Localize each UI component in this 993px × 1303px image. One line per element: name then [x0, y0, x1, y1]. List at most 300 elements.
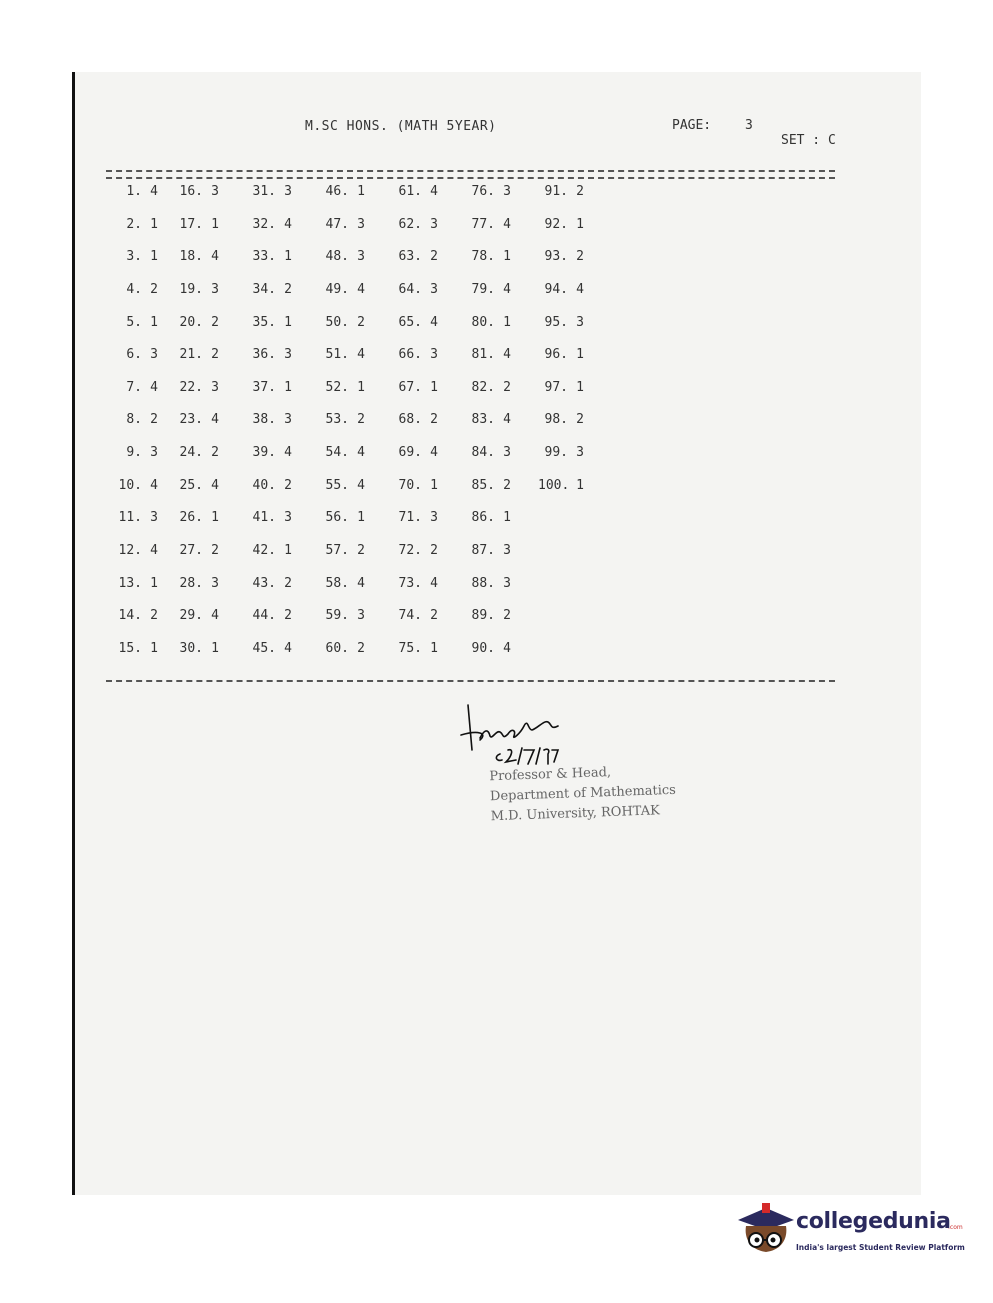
answer-cell	[538, 441, 611, 474]
answer-option: 4	[357, 445, 365, 461]
answer-option: 3	[503, 445, 511, 461]
answer-cell	[112, 637, 173, 670]
answer-option: 4	[503, 347, 511, 363]
answer-cell	[465, 213, 538, 246]
question-number: 28.	[179, 575, 203, 591]
bottom-divider	[106, 680, 835, 682]
answer-cell	[392, 506, 465, 539]
answer-cell	[465, 311, 538, 344]
answer-option: 1	[150, 314, 158, 330]
answer-cell	[538, 604, 611, 637]
answer-cell	[246, 408, 319, 441]
question-number: 90.	[471, 640, 495, 656]
answer-cell	[173, 539, 246, 572]
answer-cell	[465, 637, 538, 670]
answer-cell	[392, 539, 465, 572]
answer-cell	[246, 245, 319, 278]
exam-title: M.SC HONS. (MATH 5YEAR)	[305, 119, 497, 134]
question-number: 6.	[126, 347, 142, 363]
question-number: 16.	[179, 184, 203, 199]
answer-option: 3	[357, 249, 365, 265]
answer-cell	[392, 311, 465, 344]
set-label: SET : C	[781, 133, 836, 148]
answer-option: 1	[211, 510, 219, 526]
answer-cell	[173, 408, 246, 441]
answer-cell	[112, 245, 173, 278]
answer-option: 1	[357, 379, 365, 395]
page-number: 3	[745, 118, 753, 133]
answer-option: 4	[430, 314, 438, 330]
answer-cell	[392, 278, 465, 311]
answer-cell	[319, 245, 392, 278]
answer-cell	[246, 180, 319, 213]
answer-option: 3	[284, 347, 292, 363]
answer-option: 1	[503, 314, 511, 330]
answer-option: 3	[211, 184, 219, 199]
answer-cell	[246, 474, 319, 507]
question-number: 59.	[325, 608, 349, 624]
question-number: 77.	[471, 216, 495, 232]
answer-cell	[319, 604, 392, 637]
question-number: 43.	[252, 575, 276, 591]
answer-option: 2	[576, 184, 584, 199]
answer-option: 4	[430, 575, 438, 591]
answer-option: 2	[576, 249, 584, 265]
answer-cell	[112, 343, 173, 376]
answer-option: 3	[211, 379, 219, 395]
answer-cell	[246, 213, 319, 246]
answer-option: 4	[150, 543, 158, 559]
answer-option: 3	[503, 184, 511, 199]
answer-cell	[465, 474, 538, 507]
question-number: 74.	[398, 608, 422, 624]
answer-cell	[112, 408, 173, 441]
answer-option: 2	[284, 608, 292, 624]
answer-cell	[173, 441, 246, 474]
question-number: 94.	[544, 281, 568, 297]
answer-cell	[173, 572, 246, 605]
answer-option: 2	[357, 543, 365, 559]
answer-cell	[465, 278, 538, 311]
answer-option: 4	[576, 281, 584, 297]
answer-cell	[173, 506, 246, 539]
answer-cell	[112, 441, 173, 474]
top-divider	[106, 170, 835, 179]
answer-option: 3	[284, 184, 292, 199]
answer-option: 4	[150, 477, 158, 493]
answer-cell	[392, 376, 465, 409]
answer-cell	[319, 474, 392, 507]
answer-option: 2	[576, 412, 584, 428]
answer-option: 1	[211, 640, 219, 656]
answer-option: 3	[503, 575, 511, 591]
answer-option: 4	[150, 379, 158, 395]
answer-option: 1	[150, 575, 158, 591]
question-number: 39.	[252, 445, 276, 461]
answer-option: 3	[284, 412, 292, 428]
answer-cell	[538, 278, 611, 311]
question-number: 1.	[126, 184, 142, 199]
answer-cell	[173, 311, 246, 344]
answer-option: 4	[430, 184, 438, 199]
answer-option: 1	[576, 347, 584, 363]
answer-cell	[173, 278, 246, 311]
answer-cell	[319, 278, 392, 311]
question-number: 81.	[471, 347, 495, 363]
question-number: 72.	[398, 543, 422, 559]
question-number: 38.	[252, 412, 276, 428]
answer-cell	[173, 343, 246, 376]
question-number: 11.	[118, 510, 142, 526]
question-number: 42.	[252, 543, 276, 559]
answer-option: 1	[576, 216, 584, 232]
stamp-line-1: Professor & Head,	[489, 765, 612, 785]
answer-cell	[112, 506, 173, 539]
answer-cell	[319, 343, 392, 376]
answer-cell	[538, 245, 611, 278]
answer-cell	[392, 213, 465, 246]
answer-option: 4	[284, 640, 292, 656]
question-number: 23.	[179, 412, 203, 428]
answer-option: 1	[150, 249, 158, 265]
answer-option: 3	[357, 216, 365, 232]
question-number: 49.	[325, 281, 349, 297]
answer-cell	[112, 213, 173, 246]
answer-cell	[392, 408, 465, 441]
answer-option: 1	[211, 216, 219, 232]
answer-cell	[319, 506, 392, 539]
answer-cell	[246, 311, 319, 344]
answer-option: 3	[430, 347, 438, 363]
question-number: 41.	[252, 510, 276, 526]
question-number: 53.	[325, 412, 349, 428]
answer-option: 1	[150, 640, 158, 656]
answer-cell	[538, 539, 611, 572]
answer-cell	[173, 637, 246, 670]
question-number: 67.	[398, 379, 422, 395]
question-number: 15.	[118, 640, 142, 656]
answer-cell	[392, 245, 465, 278]
question-number: 84.	[471, 445, 495, 461]
question-number: 13.	[118, 575, 142, 591]
answer-cell	[319, 572, 392, 605]
question-number: 37.	[252, 379, 276, 395]
question-number: 95.	[544, 314, 568, 330]
question-number: 64.	[398, 281, 422, 297]
answer-cell	[246, 343, 319, 376]
answer-option: 3	[150, 510, 158, 526]
logo-suffix: .com	[948, 1224, 963, 1231]
answer-cell	[392, 637, 465, 670]
answer-cell	[173, 180, 246, 213]
question-number: 85.	[471, 477, 495, 493]
question-number: 76.	[471, 184, 495, 199]
question-number: 14.	[118, 608, 142, 624]
answer-option: 2	[284, 281, 292, 297]
question-number: 34.	[252, 281, 276, 297]
question-number: 89.	[471, 608, 495, 624]
question-number: 40.	[252, 477, 276, 493]
answer-option: 2	[503, 608, 511, 624]
answer-cell	[392, 343, 465, 376]
answer-option: 2	[150, 412, 158, 428]
question-number: 99.	[544, 445, 568, 461]
question-number: 19.	[179, 281, 203, 297]
answer-cell	[319, 311, 392, 344]
answer-cell	[173, 604, 246, 637]
question-number: 5.	[126, 314, 142, 330]
answer-option: 1	[284, 249, 292, 265]
answer-option: 2	[430, 608, 438, 624]
question-number: 57.	[325, 543, 349, 559]
answer-option: 2	[211, 347, 219, 363]
question-number: 30.	[179, 640, 203, 656]
answer-option: 3	[576, 445, 584, 461]
answer-option: 2	[284, 477, 292, 493]
question-number: 82.	[471, 379, 495, 395]
stamp-line-3: M.D. University, ROHTAK	[490, 803, 661, 825]
answer-option: 2	[357, 412, 365, 428]
answer-option: 1	[284, 314, 292, 330]
answer-option: 4	[211, 412, 219, 428]
answer-option: 1	[503, 510, 511, 526]
answer-cell	[246, 539, 319, 572]
question-number: 2.	[126, 216, 142, 232]
answer-cell	[246, 604, 319, 637]
question-number: 20.	[179, 314, 203, 330]
question-number: 27.	[179, 543, 203, 559]
question-number: 24.	[179, 445, 203, 461]
question-number: 55.	[325, 477, 349, 493]
question-number: 75.	[398, 640, 422, 656]
answer-cell	[538, 213, 611, 246]
answer-cell	[538, 343, 611, 376]
answer-key-grid	[112, 180, 622, 670]
answer-option: 4	[284, 216, 292, 232]
answer-cell	[173, 376, 246, 409]
answer-option: 3	[503, 543, 511, 559]
question-number: 32.	[252, 216, 276, 232]
answer-cell	[173, 213, 246, 246]
answer-option: 3	[430, 216, 438, 232]
answer-cell	[392, 474, 465, 507]
answer-cell	[465, 245, 538, 278]
answer-option: 4	[503, 412, 511, 428]
answer-cell	[319, 180, 392, 213]
question-number: 78.	[471, 249, 495, 265]
answer-cell	[392, 572, 465, 605]
question-number: 88.	[471, 575, 495, 591]
stamp-line-2: Department of Mathematics	[489, 782, 677, 805]
answer-cell	[246, 572, 319, 605]
question-number: 98.	[544, 412, 568, 428]
answer-cell	[392, 604, 465, 637]
question-number: 3.	[126, 249, 142, 265]
question-number: 83.	[471, 412, 495, 428]
answer-option: 4	[503, 640, 511, 656]
answer-option: 4	[430, 445, 438, 461]
answer-cell	[319, 408, 392, 441]
answer-cell	[538, 180, 611, 213]
question-number: 91.	[544, 184, 568, 199]
question-number: 100.	[538, 477, 570, 493]
question-number: 25.	[179, 477, 203, 493]
answer-option: 2	[503, 477, 511, 493]
question-number: 65.	[398, 314, 422, 330]
answer-option: 4	[211, 608, 219, 624]
answer-option: 4	[211, 249, 219, 265]
logo-wordmark: collegedunia	[796, 1209, 951, 1234]
answer-cell	[246, 506, 319, 539]
answer-option: 2	[357, 640, 365, 656]
answer-option: 2	[211, 445, 219, 461]
question-number: 58.	[325, 575, 349, 591]
question-number: 61.	[398, 184, 422, 199]
question-number: 68.	[398, 412, 422, 428]
answer-option: 2	[430, 249, 438, 265]
question-number: 60.	[325, 640, 349, 656]
question-number: 54.	[325, 445, 349, 461]
answer-cell	[392, 180, 465, 213]
answer-option: 2	[150, 608, 158, 624]
page-label: PAGE:	[672, 118, 712, 133]
answer-cell	[538, 408, 611, 441]
question-number: 33.	[252, 249, 276, 265]
answer-option: 2	[284, 575, 292, 591]
question-number: 87.	[471, 543, 495, 559]
question-number: 52.	[325, 379, 349, 395]
question-number: 92.	[544, 216, 568, 232]
question-number: 97.	[544, 379, 568, 395]
answer-option: 3	[430, 510, 438, 526]
question-number: 22.	[179, 379, 203, 395]
question-number: 93.	[544, 249, 568, 265]
answer-option: 2	[211, 543, 219, 559]
answer-option: 1	[576, 477, 584, 493]
answer-cell	[538, 376, 611, 409]
question-number: 46.	[325, 184, 349, 199]
answer-cell	[246, 278, 319, 311]
answer-option: 4	[211, 477, 219, 493]
question-number: 80.	[471, 314, 495, 330]
answer-option: 4	[284, 445, 292, 461]
question-number: 7.	[126, 379, 142, 395]
question-number: 71.	[398, 510, 422, 526]
question-number: 66.	[398, 347, 422, 363]
answer-cell	[112, 572, 173, 605]
answer-cell	[465, 539, 538, 572]
answer-cell	[246, 441, 319, 474]
question-number: 35.	[252, 314, 276, 330]
answer-option: 3	[150, 347, 158, 363]
question-number: 31.	[252, 184, 276, 199]
answer-option: 4	[357, 347, 365, 363]
answer-cell	[319, 637, 392, 670]
answer-option: 1	[150, 216, 158, 232]
question-number: 73.	[398, 575, 422, 591]
answer-option: 3	[150, 445, 158, 461]
answer-cell	[112, 180, 173, 213]
answer-option: 2	[503, 379, 511, 395]
question-number: 45.	[252, 640, 276, 656]
answer-cell	[112, 604, 173, 637]
question-number: 56.	[325, 510, 349, 526]
answer-option: 3	[211, 575, 219, 591]
answer-option: 2	[430, 543, 438, 559]
answer-cell	[319, 213, 392, 246]
answer-cell	[465, 441, 538, 474]
answer-cell	[173, 474, 246, 507]
answer-cell	[392, 441, 465, 474]
answer-cell	[112, 539, 173, 572]
question-number: 51.	[325, 347, 349, 363]
answer-option: 4	[357, 477, 365, 493]
answer-option: 2	[211, 314, 219, 330]
answer-cell	[465, 376, 538, 409]
answer-cell	[173, 245, 246, 278]
question-number: 17.	[179, 216, 203, 232]
answer-cell	[246, 637, 319, 670]
answer-option: 4	[150, 184, 158, 199]
answer-option: 3	[284, 510, 292, 526]
question-number: 96.	[544, 347, 568, 363]
answer-cell	[465, 604, 538, 637]
answer-cell	[538, 637, 611, 670]
answer-cell	[319, 376, 392, 409]
question-number: 47.	[325, 216, 349, 232]
question-number: 21.	[179, 347, 203, 363]
question-number: 8.	[126, 412, 142, 428]
answer-option: 3	[357, 608, 365, 624]
answer-cell	[465, 506, 538, 539]
answer-option: 2	[430, 412, 438, 428]
answer-cell	[246, 376, 319, 409]
answer-option: 1	[284, 543, 292, 559]
answer-option: 1	[430, 477, 438, 493]
answer-cell	[538, 572, 611, 605]
answer-option: 4	[357, 575, 365, 591]
question-number: 12.	[118, 543, 142, 559]
answer-cell	[465, 343, 538, 376]
answer-option: 2	[150, 281, 158, 297]
question-number: 29.	[179, 608, 203, 624]
question-number: 44.	[252, 608, 276, 624]
answer-option: 1	[576, 379, 584, 395]
question-number: 26.	[179, 510, 203, 526]
question-number: 48.	[325, 249, 349, 265]
answer-option: 1	[503, 249, 511, 265]
answer-option: 4	[357, 281, 365, 297]
question-number: 79.	[471, 281, 495, 297]
answer-option: 3	[576, 314, 584, 330]
answer-option: 2	[357, 314, 365, 330]
question-number: 50.	[325, 314, 349, 330]
answer-cell	[112, 376, 173, 409]
answer-option: 3	[430, 281, 438, 297]
question-number: 18.	[179, 249, 203, 265]
answer-cell	[538, 311, 611, 344]
answer-cell	[112, 474, 173, 507]
question-number: 9.	[126, 445, 142, 461]
answer-cell	[538, 474, 611, 507]
answer-cell	[465, 180, 538, 213]
answer-option: 3	[211, 281, 219, 297]
question-number: 63.	[398, 249, 422, 265]
answer-cell	[465, 408, 538, 441]
question-number: 36.	[252, 347, 276, 363]
answer-option: 1	[357, 510, 365, 526]
answer-cell	[465, 572, 538, 605]
